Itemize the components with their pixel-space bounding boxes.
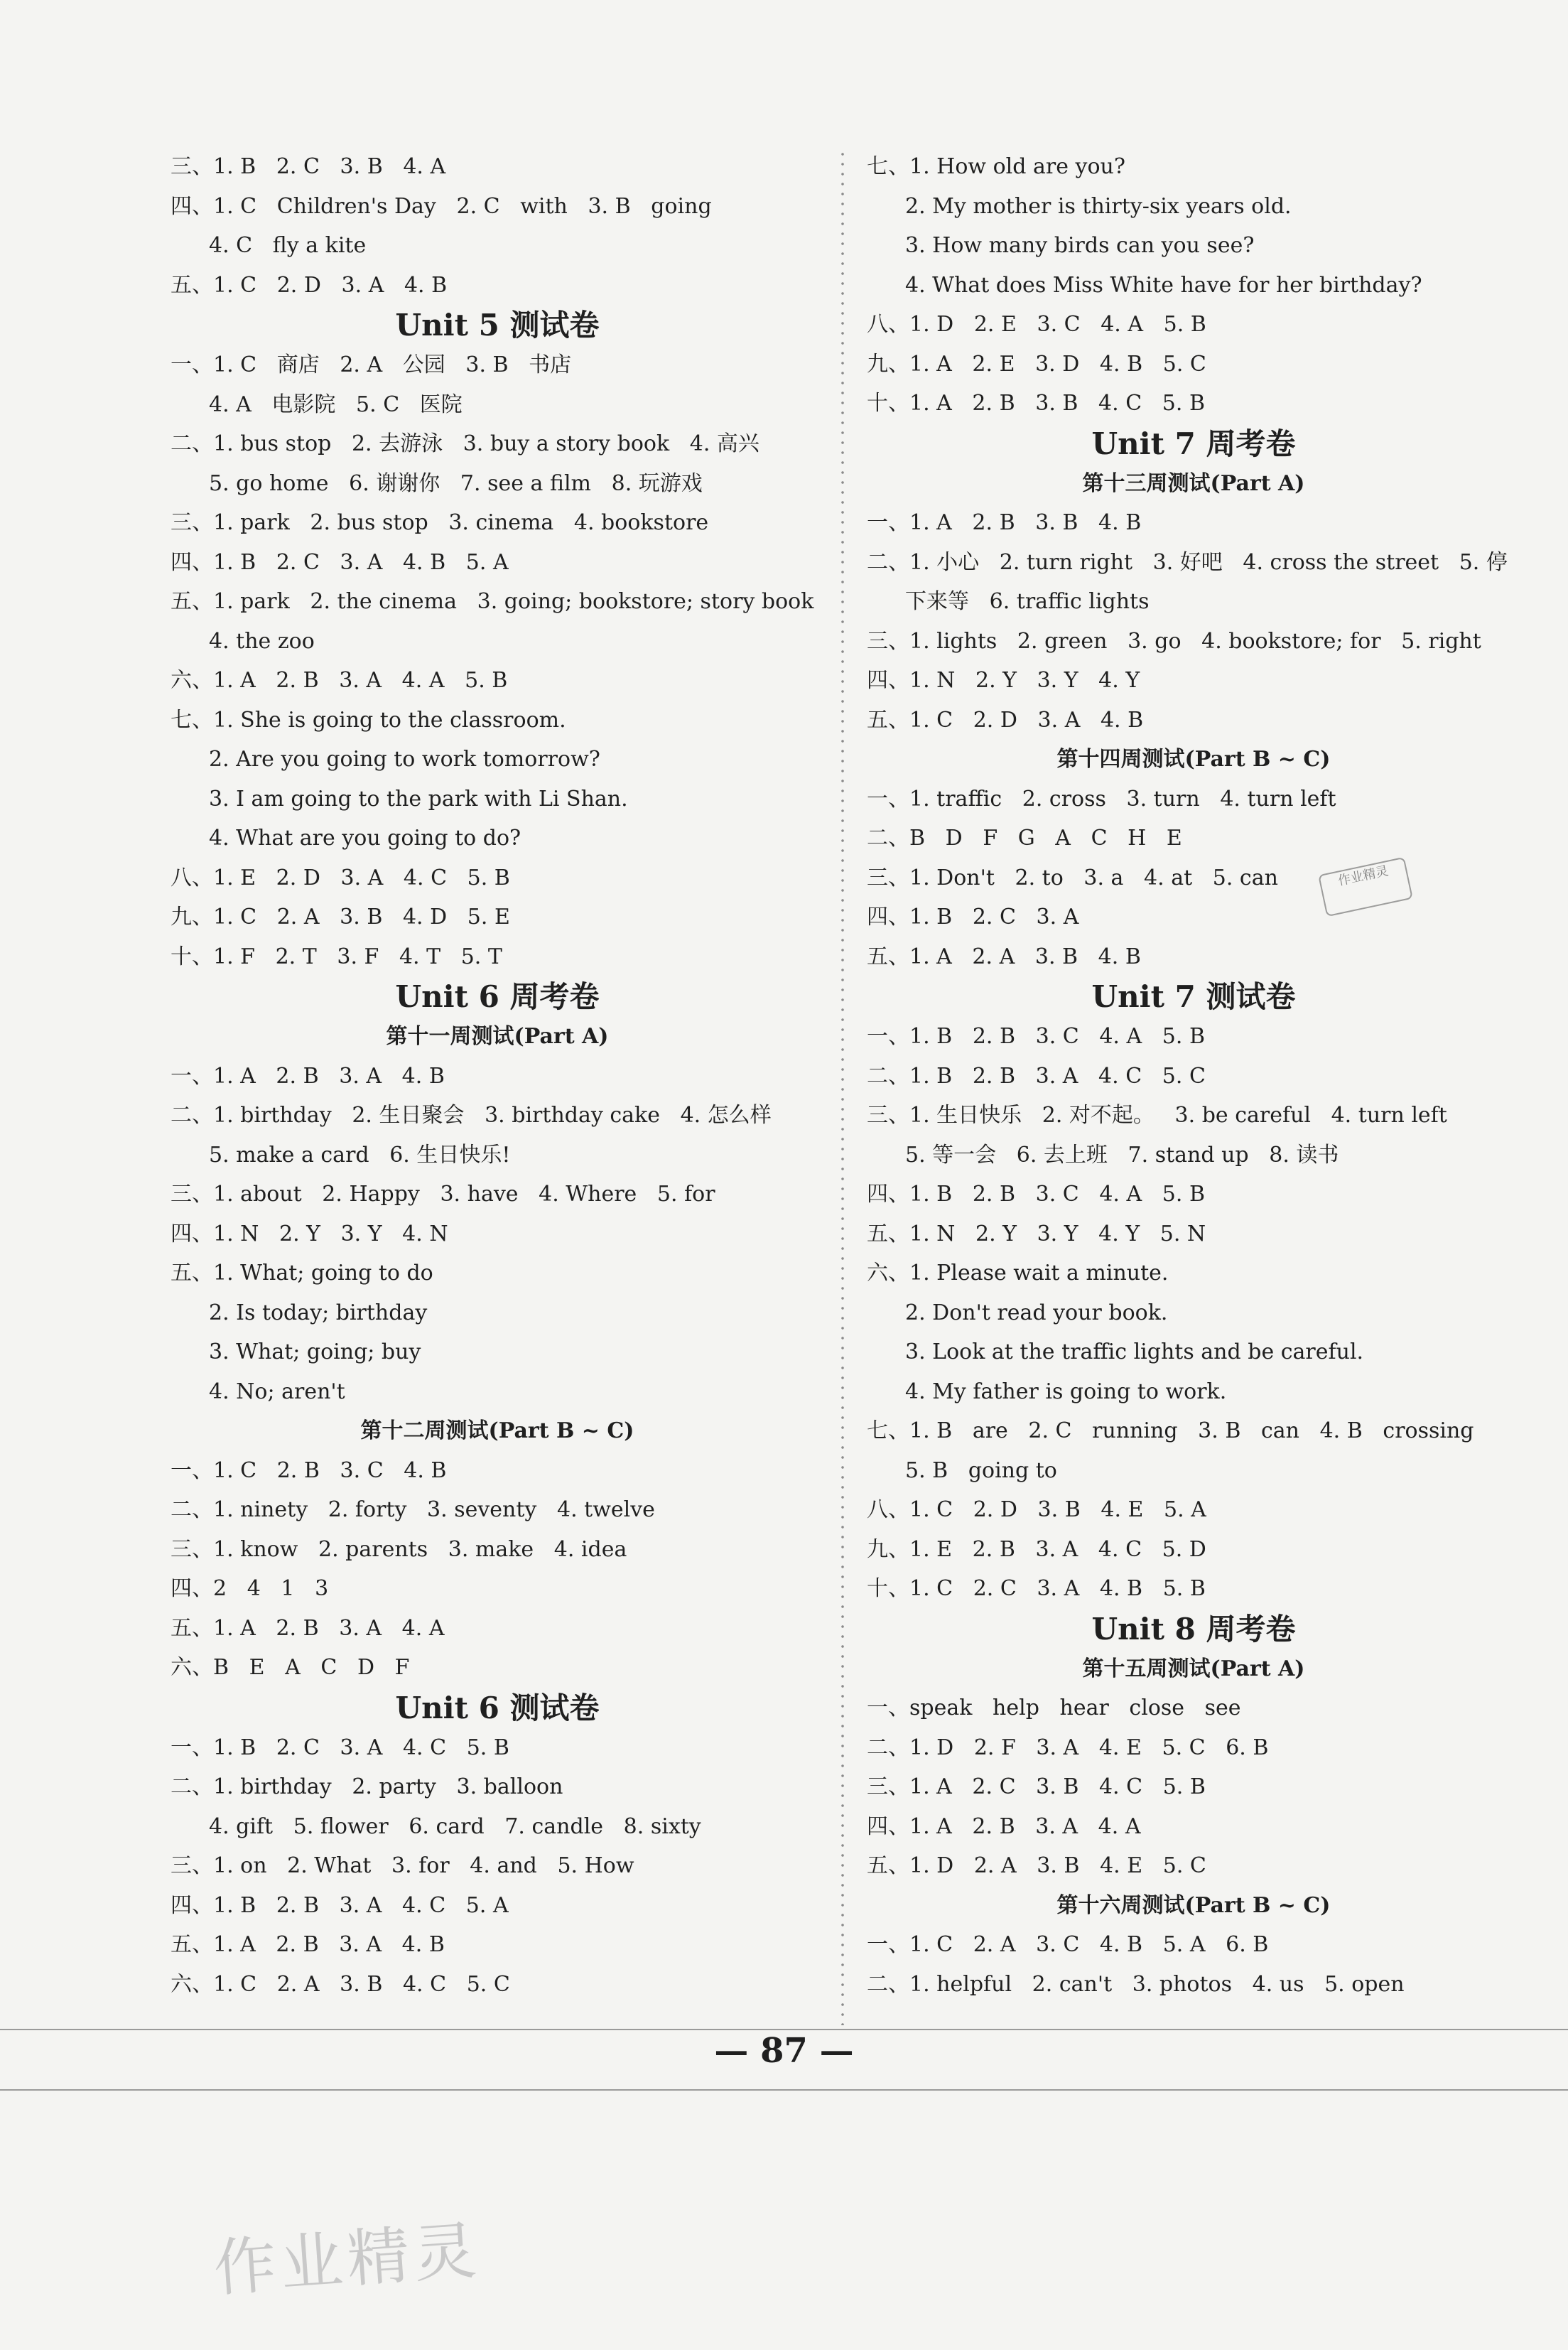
- watermark: 作业精灵: [211, 2213, 483, 2305]
- answer-line: 九、1. A 2. E 3. D 4. B 5. C: [867, 351, 1206, 377]
- section-heading: Unit 6 周考卷: [395, 979, 600, 1014]
- answer-line: 七、1. She is going to the classroom.: [171, 707, 566, 733]
- answer-line: 四、1. B 2. C 3. A: [867, 905, 1079, 929]
- answer-line: 5. 等一会 6. 去上班 7. stand up 8. 读书: [905, 1142, 1339, 1168]
- answer-line: 四、1. N 2. Y 3. Y 4. Y: [867, 668, 1140, 693]
- answer-line: 四、1. N 2. Y 3. Y 4. N: [171, 1221, 448, 1246]
- answer-line: 4. No; aren't: [209, 1379, 345, 1404]
- answer-line: 四、1. B 2. C 3. A 4. B 5. A: [171, 549, 509, 575]
- answer-line: 三、1. Don't 2. to 3. a 4. at 5. can: [867, 865, 1278, 890]
- answer-line: 九、1. C 2. A 3. B 4. D 5. E: [171, 905, 510, 929]
- answer-line: 二、1. birthday 2. 生日聚会 3. birthday cake 4. 怎么样: [171, 1103, 772, 1128]
- answer-line: 5. make a card 6. 生日快乐!: [209, 1142, 511, 1168]
- answer-line: 一、1. C 2. A 3. C 4. B 5. A 6. B: [867, 1932, 1269, 1957]
- answer-line: 七、1. B are 2. C running 3. B can 4. B crossing: [867, 1418, 1474, 1443]
- answer-line: 八、1. C 2. D 3. B 4. E 5. A: [867, 1497, 1206, 1522]
- answer-line: 一、1. A 2. B 3. B 4. B: [867, 510, 1142, 535]
- answer-line: 四、1. B 2. B 3. C 4. A 5. B: [867, 1182, 1205, 1207]
- answer-line: 一、1. C 2. B 3. C 4. B: [171, 1457, 447, 1483]
- stamp-logo: 作业精灵: [1318, 857, 1413, 917]
- answer-line: 四、2 4 1 3: [171, 1576, 329, 1601]
- answer-line: 4. What does Miss White have for her birthday?: [905, 272, 1422, 298]
- answer-line: 五、1. C 2. D 3. A 4. B: [867, 707, 1144, 733]
- answer-line: 六、1. Please wait a minute.: [867, 1261, 1169, 1286]
- answer-line: 四、1. A 2. B 3. A 4. A: [867, 1813, 1141, 1839]
- subsection-heading: 第十四周测试(Part B ~ C): [1056, 747, 1331, 772]
- answer-line: 3. Look at the traffic lights and be careful.: [905, 1340, 1364, 1364]
- answer-line: 六、1. A 2. B 3. A 4. A 5. B: [171, 668, 508, 693]
- answer-line: 五、1. park 2. the cinema 3. going; bookstore; story book: [171, 589, 814, 614]
- answer-line: 三、1. B 2. C 3. B 4. A: [171, 154, 446, 179]
- answer-line: 十、1. C 2. C 3. A 4. B 5. B: [867, 1576, 1206, 1601]
- answer-line: 五、1. C 2. D 3. A 4. B: [171, 272, 448, 298]
- answer-line: 三、1. know 2. parents 3. make 4. idea: [171, 1536, 627, 1562]
- section-heading: Unit 5 测试卷: [395, 308, 600, 343]
- answer-line: 八、1. D 2. E 3. C 4. A 5. B: [867, 312, 1206, 337]
- answer-line: 4. A 电影院 5. C 医院: [209, 392, 463, 417]
- answer-line: 五、1. D 2. A 3. B 4. E 5. C: [867, 1853, 1206, 1878]
- answer-line: 4. My father is going to work.: [905, 1379, 1227, 1404]
- answer-line: 十、1. A 2. B 3. B 4. C 5. B: [867, 391, 1205, 416]
- right-column: [867, 147, 1520, 2004]
- answer-line: 一、1. C 商店 2. A 公园 3. B 书店: [171, 352, 572, 377]
- footer-rule-top: [0, 2029, 1568, 2030]
- answer-line: 二、B D F G A C H E: [867, 826, 1182, 851]
- answer-line: 六、B E A C D F: [171, 1655, 410, 1680]
- answer-line: 3. How many birds can you see?: [905, 233, 1255, 258]
- answer-line: 2. Is today; birthday: [209, 1300, 428, 1325]
- answer-line: 2. Are you going to work tomorrow?: [209, 747, 600, 772]
- answer-line: 三、1. about 2. Happy 3. have 4. Where 5. for: [171, 1182, 715, 1207]
- left-column: [171, 147, 824, 2004]
- page-number: — 87 —: [714, 2031, 854, 2071]
- answer-line: 二、1. helpful 2. can't 3. photos 4. us 5. open: [867, 1971, 1405, 1997]
- answer-line: 5. B going to: [905, 1457, 1057, 1483]
- answer-line: 一、1. traffic 2. cross 3. turn 4. turn left: [867, 786, 1336, 812]
- answer-line: 4. What are you going to do?: [209, 826, 521, 851]
- answer-line: 三、1. A 2. C 3. B 4. C 5. B: [867, 1774, 1206, 1799]
- section-heading: Unit 7 周考卷: [1091, 426, 1296, 461]
- answer-line: 七、1. How old are you?: [867, 154, 1125, 179]
- subsection-heading: 第十三周测试(Part A): [1082, 470, 1305, 496]
- answer-line: 五、1. What; going to do: [171, 1261, 433, 1286]
- answer-line: 四、1. B 2. B 3. A 4. C 5. A: [171, 1892, 509, 1918]
- answer-line: 三、1. lights 2. green 3. go 4. bookstore; for 5. right: [867, 628, 1481, 654]
- answer-line: 2. My mother is thirty-six years old.: [905, 193, 1292, 219]
- answer-line: 三、1. on 2. What 3. for 4. and 5. How: [171, 1853, 634, 1878]
- footer-rule-bottom: [0, 2089, 1568, 2091]
- answer-line: 一、1. A 2. B 3. A 4. B: [171, 1063, 445, 1089]
- answer-line: 二、1. birthday 2. party 3. balloon: [171, 1774, 563, 1799]
- column-divider: [840, 149, 845, 2025]
- answer-line: 二、1. ninety 2. forty 3. seventy 4. twelve: [171, 1497, 655, 1522]
- answer-line: 五、1. N 2. Y 3. Y 4. Y 5. N: [867, 1221, 1206, 1246]
- answer-line: 3. I am going to the park with Li Shan.: [209, 786, 628, 812]
- section-heading: Unit 6 测试卷: [395, 1690, 600, 1725]
- answer-line: 5. go home 6. 谢谢你 7. see a film 8. 玩游戏: [209, 470, 703, 496]
- answer-line: 一、speak help hear close see: [867, 1696, 1241, 1720]
- answer-line: 五、1. A 2. B 3. A 4. B: [171, 1932, 445, 1957]
- answer-line: 一、1. B 2. C 3. A 4. C 5. B: [171, 1735, 509, 1760]
- subsection-heading: 第十五周测试(Part A): [1082, 1656, 1305, 1681]
- answer-line: 三、1. 生日快乐 2. 对不起。 3. be careful 4. turn left: [867, 1103, 1447, 1128]
- answer-line: 下来等 6. traffic lights: [905, 589, 1150, 614]
- answer-line: 四、1. C Children's Day 2. C with 3. B going: [171, 193, 712, 219]
- answer-line: 2. Don't read your book.: [905, 1300, 1168, 1325]
- subsection-heading: 第十一周测试(Part A): [386, 1024, 609, 1049]
- section-heading: Unit 7 测试卷: [1091, 979, 1296, 1014]
- answer-line: 二、1. 小心 2. turn right 3. 好吧 4. cross the street 5. 停: [867, 549, 1508, 575]
- answer-line: 八、1. E 2. D 3. A 4. C 5. B: [171, 865, 510, 890]
- answer-line: 4. the zoo: [209, 628, 315, 654]
- answer-line: 十、1. F 2. T 3. F 4. T 5. T: [171, 944, 502, 969]
- subsection-heading: 第十六周测试(Part B ~ C): [1056, 1892, 1331, 1918]
- answer-line: 二、1. B 2. B 3. A 4. C 5. C: [867, 1063, 1206, 1089]
- answer-line: 二、1. bus stop 2. 去游泳 3. buy a story book 4. 高兴: [171, 431, 759, 456]
- answer-line: 4. C fly a kite: [209, 233, 367, 258]
- subsection-heading: 第十二周测试(Part B ~ C): [360, 1418, 634, 1443]
- answer-line: 五、1. A 2. A 3. B 4. B: [867, 944, 1141, 969]
- section-heading: Unit 8 周考卷: [1091, 1611, 1296, 1646]
- answer-line: 五、1. A 2. B 3. A 4. A: [171, 1615, 445, 1641]
- answer-line: 二、1. D 2. F 3. A 4. E 5. C 6. B: [867, 1735, 1269, 1760]
- answer-line: 六、1. C 2. A 3. B 4. C 5. C: [171, 1971, 510, 1997]
- answer-line: 一、1. B 2. B 3. C 4. A 5. B: [867, 1024, 1205, 1049]
- answer-line: 九、1. E 2. B 3. A 4. C 5. D: [867, 1536, 1206, 1562]
- answer-line: 三、1. park 2. bus stop 3. cinema 4. bookstore: [171, 510, 709, 535]
- answer-line: 3. What; going; buy: [209, 1340, 421, 1364]
- answer-line: 4. gift 5. flower 6. card 7. candle 8. sixty: [209, 1813, 701, 1839]
